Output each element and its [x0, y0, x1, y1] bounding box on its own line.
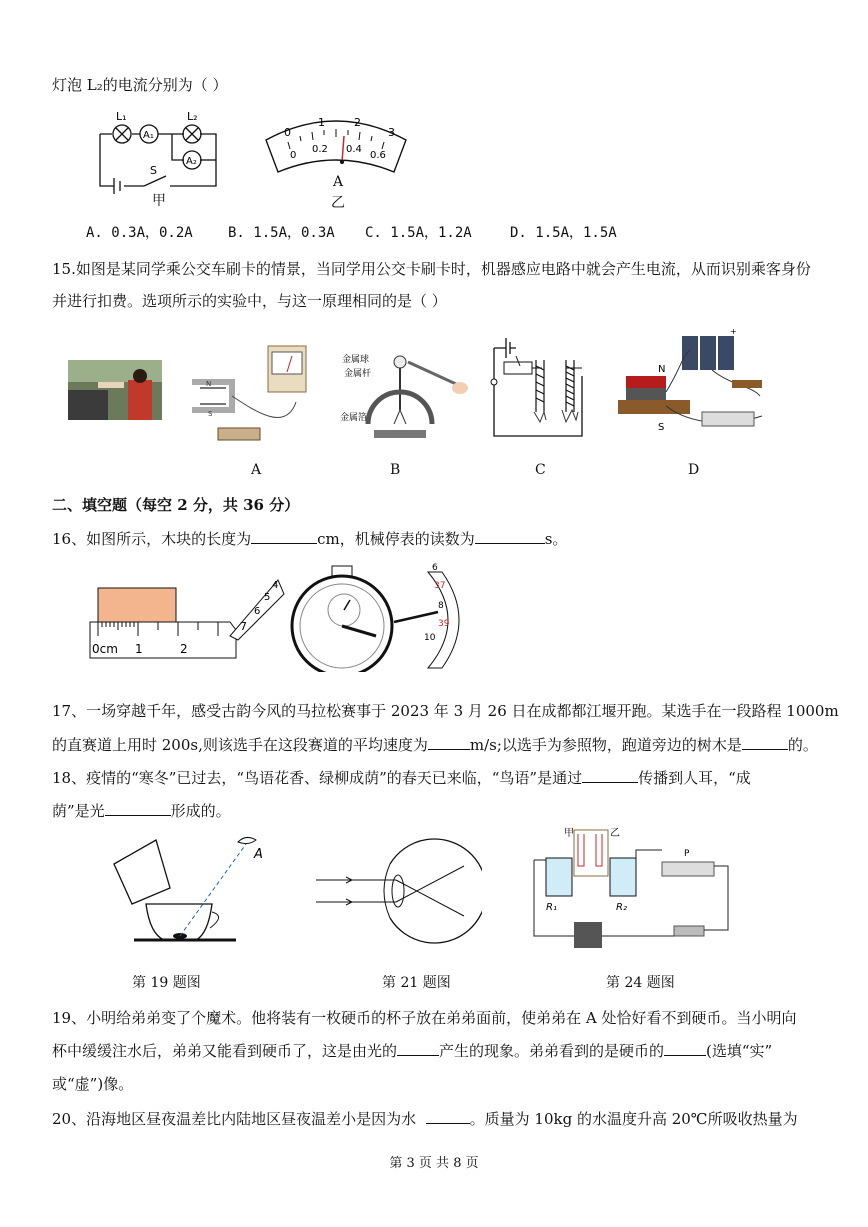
q19-text-a: 杯中缓缓注水后，弟弟又能看到硬币了，这是由光的 — [52, 1042, 398, 1060]
q18-blank-light[interactable] — [105, 801, 171, 816]
fig15a-s: S — [208, 410, 213, 418]
section2-title: 二、填空题（每空 2 分，共 36 分） — [52, 496, 300, 514]
caption-fig19: 第 19 题图 — [132, 975, 201, 991]
fig19-label-a: A — [254, 847, 263, 862]
dial-left-4: 4 — [272, 580, 279, 591]
q19-blank-image[interactable] — [664, 1041, 706, 1056]
q19-line1: 19、小明给弟弟变了个魔术。他将装有一枚硬币的杯子放在弟弟面前，使弟弟在 A 处恰好看不到硬币。当小明向 — [52, 1009, 797, 1027]
page-footer: 第 3 页 共 8 页 — [389, 1156, 479, 1171]
q18-text-d: 形成的。 — [170, 802, 231, 820]
q18-line1 — [52, 767, 751, 788]
fig24-joule-heating — [524, 826, 764, 962]
q18-blank-medium[interactable] — [582, 768, 638, 783]
fig15b-label-rod: 金属杆 — [344, 369, 372, 379]
fig19-coin-cup — [106, 832, 282, 950]
ammeter-unit: A — [333, 174, 344, 190]
ruler-label-1: 1 — [135, 642, 143, 656]
dial-right-6: 6 — [432, 563, 438, 573]
label-A1: A₁ — [143, 130, 154, 141]
q16-blank-time[interactable] — [475, 529, 545, 544]
fig15a-n: N — [206, 380, 212, 388]
q15-label-c[interactable]: C — [535, 462, 546, 478]
q15-label-a[interactable]: A — [251, 462, 262, 478]
q15-label-b[interactable]: B — [390, 462, 401, 478]
outer-tick-0: 0 — [284, 126, 291, 139]
label-A2: A₂ — [186, 156, 197, 167]
q16-text-c: s。 — [544, 530, 568, 548]
ruler-label-2: 2 — [180, 642, 188, 656]
q19-line3: 或“虚”)像。 — [52, 1075, 134, 1093]
q14-option-c[interactable]: C. 1.5A，1.2A — [365, 225, 472, 241]
fig15c-electromagnet — [486, 332, 590, 440]
q16-line — [52, 528, 567, 549]
q18-line2 — [52, 800, 231, 821]
label-L2: L₂ — [187, 110, 198, 123]
bus-card-photo — [68, 360, 162, 420]
q14-stem: 灯泡 L₂的电流分别为（ ） — [52, 76, 228, 94]
dial-right-10: 10 — [424, 633, 436, 643]
fig24-p: P — [684, 849, 690, 859]
outer-tick-3: 3 — [388, 126, 395, 139]
label-S: S — [150, 164, 157, 177]
q17-text-a: 的直赛道上用时 200s,则该选手在这段赛道的平均速度为 — [52, 736, 428, 754]
q19-text-b: 产生的现象。弟弟看到的是硬币的 — [439, 1042, 665, 1060]
q17-line2 — [52, 734, 818, 755]
q17-line1: 17、一场穿越千年，感受古韵今风的马拉松赛事于 2023 年 3 月 26 日在成都都江堰开跑。某选手在一段路程 1000m — [52, 702, 839, 720]
q18-text-c: 荫”是光 — [52, 802, 105, 820]
q17-blank-reference[interactable] — [742, 735, 788, 750]
q15-line2: 并进行扣费。选项所示的实验中，与这一原理相同的是（ ） — [52, 292, 447, 310]
fig15d-s: S — [658, 422, 665, 433]
fig15d-motor — [612, 326, 772, 442]
outer-tick-2: 2 — [354, 116, 361, 129]
q18-text-a: 18、疫情的“寒冬”已过去，“鸟语花香、绿柳成荫”的春天已来临，“鸟语”是通过 — [52, 769, 583, 787]
fig15b-label-foil: 金属箔 — [340, 413, 368, 423]
q16-blank-length[interactable] — [251, 529, 317, 544]
inner-tick-3: 0.6 — [370, 150, 386, 161]
fig15b-electroscope — [338, 350, 470, 450]
q17-text-c: 的。 — [787, 736, 818, 754]
q20-line1 — [52, 1108, 798, 1129]
outer-tick-1: 1 — [318, 116, 325, 129]
dial-right-39: 39 — [438, 619, 450, 629]
inner-tick-0: 0 — [290, 150, 297, 161]
dial-left-6: 6 — [254, 606, 261, 617]
fig15d-n: N — [658, 364, 666, 375]
fig15d-plus: + — [730, 327, 737, 336]
q18-text-b: 传播到人耳，“成 — [638, 769, 751, 787]
label-L1: L₁ — [116, 110, 127, 123]
q19-text-c: (选填“实” — [706, 1042, 773, 1060]
inner-tick-1: 0.2 — [312, 144, 328, 155]
q16-text-a: 16、如图所示，木块的长度为 — [52, 530, 252, 548]
fig24-r1: R₁ — [546, 902, 557, 913]
ammeter-dial — [262, 104, 410, 178]
dial-right-37: 37 — [434, 581, 446, 591]
q17-blank-speed[interactable] — [428, 735, 470, 750]
q14-option-b[interactable]: B. 1.5A，0.3A — [228, 225, 335, 241]
ruler-label-0: 0cm — [92, 642, 118, 656]
q19-blank-phenomenon[interactable] — [397, 1041, 439, 1056]
q20-text-a: 20、沿海地区昼夜温差比内陆地区昼夜温差小是因为水 — [52, 1110, 417, 1128]
fig-jia-label: 甲 — [152, 193, 166, 209]
fig24-yi: 乙 — [610, 828, 620, 839]
dial-left-7: 7 — [240, 620, 247, 633]
caption-fig24: 第 24 题图 — [606, 975, 675, 991]
fig-yi-label: 乙 — [331, 195, 345, 211]
q14-circuit-diagram — [92, 104, 224, 204]
q15-label-d[interactable]: D — [688, 462, 700, 478]
fig21-eye — [312, 836, 482, 946]
q17-text-b: m/s;以选手为参照物，跑道旁边的树木是 — [469, 736, 742, 754]
fig15a-generator — [186, 342, 316, 452]
q14-option-a[interactable]: A. 0.3A，0.2A — [86, 225, 193, 241]
q15-line1: 15.如图是某同学乘公交车刷卡的情景，当同学用公交卡刷卡时，机器感应电路中就会产生电流，从而识别乘客身份 — [52, 260, 811, 278]
dial-left-5: 5 — [264, 592, 271, 603]
fig16-ruler-stopwatch — [88, 560, 472, 672]
dial-right-8: 8 — [438, 601, 444, 611]
q14-option-d[interactable]: D. 1.5A，1.5A — [510, 225, 617, 241]
q16-text-b: cm，机械停表的读数为 — [317, 530, 475, 548]
fig24-r2: R₂ — [616, 902, 627, 913]
fig24-jia: 甲 — [564, 828, 574, 839]
fig15b-label-ball: 金属球 — [342, 355, 370, 365]
caption-fig21: 第 21 题图 — [382, 975, 451, 991]
q19-line2 — [52, 1040, 772, 1061]
q20-text-b: 。质量为 10kg 的水温度升高 20℃所吸收热量为 — [469, 1110, 798, 1128]
inner-tick-2: 0.4 — [346, 144, 362, 155]
q20-blank-property[interactable] — [426, 1109, 470, 1124]
